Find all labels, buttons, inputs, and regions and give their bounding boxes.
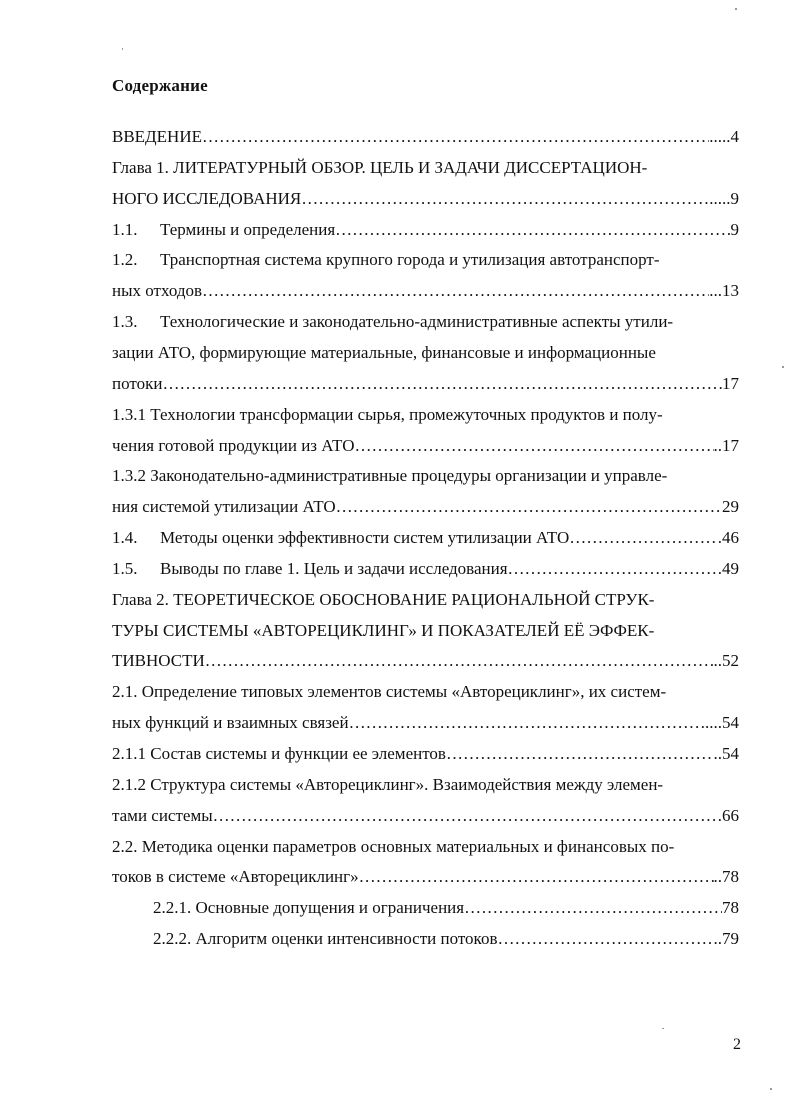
toc-entry-title: Технологические и законодательно-административные аспекты утили- <box>160 312 674 331</box>
toc-line-s1-3-1-1 <box>112 404 739 426</box>
toc-entry-text <box>112 558 508 580</box>
toc-entry-page: .....4 <box>709 127 739 146</box>
toc-line-ch1-1 <box>112 157 739 179</box>
toc-entry-title: Выводы по главе 1. Цель и задачи исследования <box>160 559 508 578</box>
toc-dot-leader <box>497 928 713 950</box>
toc-entry-title: чения готовой продукции из АТО <box>112 436 355 455</box>
toc-line-s2-1-2-2 <box>112 805 739 827</box>
toc-line-s2-2-1 <box>112 836 739 858</box>
toc-line-s1-2-1 <box>112 249 739 271</box>
toc-entry-text <box>112 280 202 302</box>
toc-entry-text <box>153 897 464 919</box>
toc-entry-title: ния системой утилизации АТО <box>112 497 336 516</box>
toc-dot-leader <box>213 805 722 827</box>
toc-dot-leader <box>355 435 714 457</box>
toc-entry-title: 2.1.2 Структура системы «Авторециклинг». Взаимодействия между элемен- <box>112 775 664 794</box>
toc-entry-title: ТУРЫ СИСТЕМЫ «АВТОРЕЦИКЛИНГ» И ПОКАЗАТЕЛЕЙ ЕЁ ЭФФЕК- <box>112 621 655 640</box>
toc-line-s2-1-2-1 <box>112 774 739 796</box>
toc-entry-title: 2.1.1 Состав системы и функции ее элементов <box>112 744 446 763</box>
toc-line-ch1-2 <box>112 188 739 210</box>
toc-dot-leader <box>202 280 709 302</box>
toc-entry-page: ....54 <box>705 713 739 732</box>
toc-line-s1-3-2-2 <box>112 496 739 518</box>
toc-entry-text <box>112 682 666 701</box>
toc-entry-text <box>112 373 162 395</box>
toc-line-s1-1-1 <box>112 219 739 241</box>
toc-entry-page: .46 <box>717 528 739 547</box>
toc-entry-text <box>112 312 673 331</box>
toc-entry-text <box>112 527 569 549</box>
toc-entry-text <box>112 126 202 148</box>
toc-line-s1-3-2 <box>112 342 739 364</box>
toc-entry-text <box>112 250 659 269</box>
toc-dot-leader <box>162 373 722 395</box>
toc-entry-page: 17 <box>722 374 739 393</box>
toc-entry-page: ..54 <box>713 744 739 763</box>
toc-dot-leader <box>446 743 714 765</box>
toc-entry-text <box>112 866 359 888</box>
toc-entry-page: 29 <box>722 497 739 516</box>
toc-entry-page: ..17 <box>713 436 739 455</box>
toc-entry-text <box>112 435 355 457</box>
page-number: 2 <box>733 1036 741 1053</box>
toc-entry-text <box>112 219 335 241</box>
toc-dot-leader <box>359 866 714 888</box>
toc-entry-title: НОГО ИССЛЕДОВАНИЯ <box>112 189 302 208</box>
scan-speck <box>782 366 784 368</box>
scan-speck <box>662 1028 664 1029</box>
toc-entry-page: .....9 <box>709 189 739 208</box>
toc-entry-title: 2.2.2. Алгоритм оценки интенсивности потоков <box>153 929 498 948</box>
toc-line-s1-3-2-1 <box>112 465 739 487</box>
toc-entry-text <box>112 343 656 362</box>
toc-line-ch2-1 <box>112 589 739 611</box>
toc-entry-text <box>112 837 674 856</box>
toc-line-s2-1-1 <box>112 681 739 703</box>
toc-line-intro-1 <box>112 126 739 148</box>
toc-entry-text <box>112 621 654 640</box>
toc-line-s2-2-1-1 <box>153 897 739 919</box>
toc-entry-number: 1.3. <box>112 312 138 331</box>
toc-line-ch2-3 <box>112 650 739 672</box>
toc-line-s1-5-1 <box>112 558 739 580</box>
toc-entry-title: Глава 2. ТЕОРЕТИЧЕСКОЕ ОБОСНОВАНИЕ РАЦИОНАЛЬНОЙ СТРУК- <box>112 590 655 609</box>
toc-entry-text <box>112 743 446 765</box>
toc-dot-leader <box>508 558 718 580</box>
toc-entry-page: 9 <box>730 220 739 239</box>
toc-line-s2-2-2 <box>112 866 739 888</box>
toc-entry-title: Термины и определения <box>160 220 336 239</box>
scan-speck <box>770 1088 772 1090</box>
toc-entry-page: ...13 <box>709 281 739 300</box>
toc-dot-leader <box>301 188 709 210</box>
toc-entry-page: 78 <box>722 898 739 917</box>
toc-entry-title: ных отходов <box>112 281 203 300</box>
toc-entry-title: зации АТО, формирующие материальные, финансовые и информационные <box>112 343 656 362</box>
toc-line-s1-3-1 <box>112 311 739 333</box>
toc-dot-leader <box>202 126 709 148</box>
toc-dot-leader <box>464 897 722 919</box>
toc-entry-text <box>112 466 667 485</box>
toc-line-s2-2-2-1 <box>153 928 739 950</box>
toc-dot-leader <box>349 712 705 734</box>
toc-entry-number: 1.4. <box>112 528 138 547</box>
toc-entry-page: 66 <box>722 806 739 825</box>
toc-entry-title: токов в системе «Авторециклинг» <box>112 867 359 886</box>
toc-entry-text <box>112 805 213 827</box>
scan-speck <box>122 48 123 50</box>
scan-speck <box>735 8 737 10</box>
toc-dot-leader <box>205 650 714 672</box>
toc-entry-text <box>112 158 647 177</box>
toc-entry-title: Глава 1. ЛИТЕРАТУРНЫЙ ОБЗОР. ЦЕЛЬ И ЗАДАЧИ ДИССЕРТАЦИОН- <box>112 158 648 177</box>
toc-entry-title: 2.2.1. Основные допущения и ограничения <box>153 898 465 917</box>
toc-line-s1-2-2 <box>112 280 739 302</box>
toc-entry-title: 1.3.2 Законодательно-административные процедуры организации и управле- <box>112 466 668 485</box>
toc-entry-title: потоки <box>112 374 163 393</box>
toc-heading: Содержание <box>112 76 208 95</box>
toc-entry-title: 1.3.1 Технологии трансформации сырья, промежуточных продуктов и полу- <box>112 405 663 424</box>
toc-entry-number: 1.5. <box>112 559 138 578</box>
toc-entry-title: 2.1. Определение типовых элементов системы «Авторециклинг», их систем- <box>112 682 667 701</box>
toc-entry-number: 1.1. <box>112 220 138 239</box>
toc-entry-title: ВВЕДЕНИЕ <box>112 127 202 146</box>
toc-entry-text <box>112 496 336 518</box>
toc-entry-text <box>112 712 349 734</box>
toc-line-s2-1-1-1 <box>112 743 739 765</box>
toc-entry-title: 2.2. Методика оценки параметров основных материальных и финансовых по- <box>112 837 675 856</box>
toc-entry-title: Методы оценки эффективности систем утилизации АТО <box>160 528 570 547</box>
toc-entry-page: ..52 <box>713 651 739 670</box>
toc-entry-text <box>153 928 497 950</box>
toc-line-s1-3-3 <box>112 373 739 395</box>
toc-line-s2-1-2 <box>112 712 739 734</box>
toc-line-ch2-2 <box>112 620 739 642</box>
toc-dot-leader <box>336 496 722 518</box>
toc-entry-title: ТИВНОСТИ <box>112 651 205 670</box>
toc-entry-number: 1.2. <box>112 250 138 269</box>
toc-entry-page: ..78 <box>713 867 739 886</box>
toc-entry-title: Транспортная система крупного города и утилизация автотранспорт- <box>160 250 660 269</box>
toc-entry-title: тами системы <box>112 806 213 825</box>
toc-entry-page: ..79 <box>713 929 739 948</box>
toc-dot-leader <box>335 219 730 241</box>
toc-entry-title: ных функций и взаимных связей <box>112 713 349 732</box>
toc-line-s1-4-1 <box>112 527 739 549</box>
toc-entry-text <box>112 188 301 210</box>
toc-entry-page: .49 <box>717 559 739 578</box>
toc-dot-leader <box>569 527 718 549</box>
toc-line-s1-3-1-2 <box>112 435 739 457</box>
toc-entry-text <box>112 405 663 424</box>
toc-entry-text <box>112 775 663 794</box>
toc-entry-text <box>112 650 205 672</box>
toc-entry-text <box>112 590 654 609</box>
